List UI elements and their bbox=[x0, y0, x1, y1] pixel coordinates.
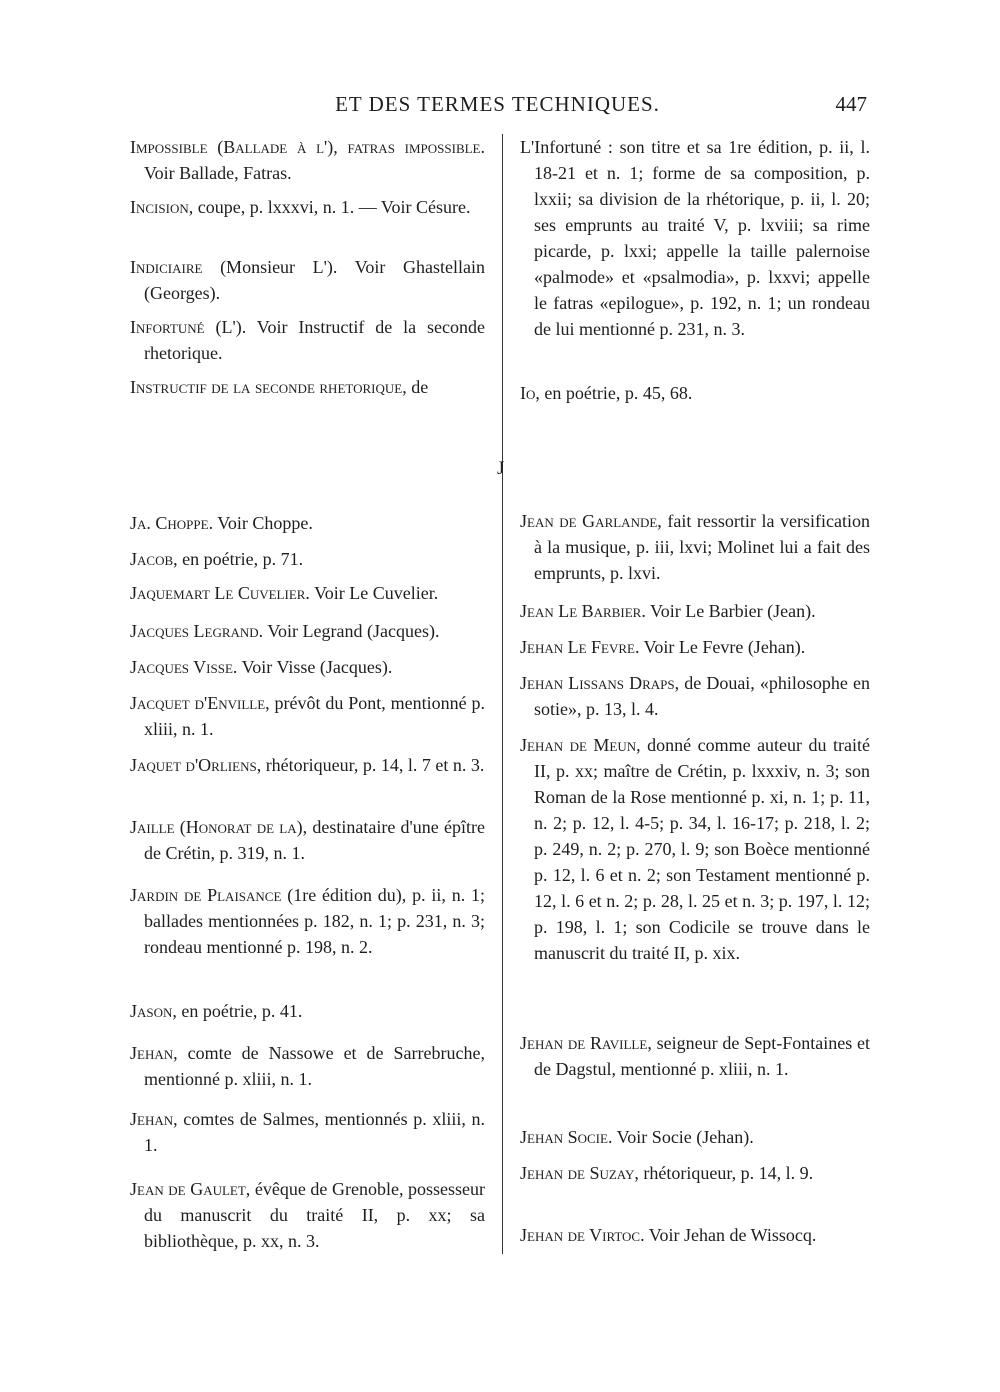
entry-text: , en poétrie, p. 41. bbox=[172, 1001, 303, 1021]
running-title: ET DES TERMES TECHNIQUES. bbox=[335, 92, 660, 116]
column-divider bbox=[502, 134, 503, 1254]
entry-headword: Infortuné bbox=[130, 317, 205, 337]
entry-text: (Monsieur L'). Voir Ghastellain (Georges). bbox=[144, 257, 485, 303]
index-entry bbox=[130, 998, 485, 1024]
entry-headword: Indiciaire bbox=[130, 257, 203, 277]
entry-text: Voir Jehan de Wissocq. bbox=[644, 1225, 817, 1245]
index-entry bbox=[130, 1040, 485, 1092]
entry-headword: Jean de Garlande bbox=[520, 511, 658, 531]
index-entry bbox=[520, 380, 870, 406]
entry-headword: Jacques Legrand. bbox=[130, 621, 264, 641]
section-letter: J bbox=[497, 458, 505, 479]
entry-headword: Impossible (Ballade à l'), fatras impossible. bbox=[130, 137, 485, 157]
index-entry bbox=[130, 654, 485, 680]
index-entry bbox=[520, 670, 870, 722]
entry-text: (L'). Voir Instructif de la seconde rhetorique. bbox=[144, 317, 485, 363]
index-entry bbox=[130, 814, 485, 866]
entry-text: , comte de Nassowe et de Sarrebruche, mentionné p. xliii, n. 1. bbox=[144, 1043, 485, 1089]
index-entry bbox=[130, 752, 485, 778]
entry-text: , rhétoriqueur, p. 14, l. 7 et n. 3. bbox=[256, 755, 485, 775]
entry-headword: Jaquet d'Orliens bbox=[130, 755, 257, 775]
index-entry bbox=[130, 882, 485, 960]
entry-text: Voir Socie (Jehan). bbox=[612, 1127, 754, 1147]
entry-headword: Jehan de Meun bbox=[520, 735, 637, 755]
entry-headword: Incision bbox=[130, 197, 189, 217]
page-header bbox=[130, 88, 865, 122]
entry-headword: Jehan bbox=[130, 1043, 174, 1063]
index-entry bbox=[520, 732, 870, 966]
entry-text: Voir Le Cuvelier. bbox=[309, 583, 439, 603]
entry-text: Voir Le Fevre (Jehan). bbox=[639, 637, 806, 657]
index-entry bbox=[130, 580, 485, 606]
index-entry bbox=[130, 546, 485, 572]
entry-text: (1re édition du), p. ii, n. 1; ballades mentionnées p. 182, n. 1; p. 231, n. 3; rondeau mentionné p. 198, n. 2. bbox=[144, 885, 485, 957]
entry-text: , seigneur de Sept-Fontaines et de Dagstul, mentionné p. xliii, n. 1. bbox=[534, 1033, 870, 1079]
entry-text: , en poétrie, p. 45, 68. bbox=[535, 383, 693, 403]
entry-text: , fait ressortir la versification à la musique, p. iii, lxvi; Molinet lui a fait des emprunts, p. lxvi. bbox=[534, 511, 870, 583]
entry-text: , donné comme auteur du traité II, p. xx; maître de Crétin, p. lxxxiv, n. 3; son Roman de la Rose mentionné p. xi, n. 1; p. 11, n. 2; p. 12, l. 4-5; p. 34, l. 16-17; p. 218, l. 2; p. 249, n. 2; p. 270, l. 9; son Boèce mentionné p. 12, l. 6 et n. 2; son Testament mentionné p. 12, l. 6 et n. 2; p. 28, l. 25 et n. 3; p. 197, l. 12; p. 198, l. 1; son Codicile se trouve dans le manuscrit du traité II, p. xix. bbox=[534, 735, 870, 963]
index-entry bbox=[520, 598, 870, 624]
entry-headword: Jehan bbox=[130, 1109, 174, 1129]
entry-headword: Jardin de Plaisance bbox=[130, 885, 282, 905]
index-entry bbox=[520, 1030, 870, 1082]
entry-text: , en poétrie, p. 71. bbox=[173, 549, 304, 569]
entry-text: , prévôt du Pont, mentionné p. xliii, n. 1. bbox=[144, 693, 485, 739]
entry-headword: Jaquemart Le Cuvelier. bbox=[130, 583, 310, 603]
entry-text: , coupe, p. lxxxvi, n. 1. — Voir Césure. bbox=[188, 197, 471, 217]
entry-text: Voir Ballade, Fatras. bbox=[144, 163, 292, 183]
index-entry bbox=[130, 1176, 485, 1254]
entry-headword: Jacques Visse. bbox=[130, 657, 238, 677]
index-entry bbox=[520, 1222, 870, 1248]
entry-text: Voir Legrand (Jacques). bbox=[263, 621, 440, 641]
entry-text: , comtes de Salmes, mentionnés p. xliii, n. 1. bbox=[144, 1109, 485, 1155]
entry-headword: Io bbox=[520, 383, 536, 403]
index-entry bbox=[130, 314, 485, 366]
entry-text: Voir Choppe. bbox=[213, 513, 313, 533]
entry-headword: Jehan de Virtoc. bbox=[520, 1225, 645, 1245]
entry-text: L'Infortuné : son titre et sa 1re édition, p. ii, l. 18-21 et n. 1; forme de sa composition, p. lxxii; sa division de la rhétorique, p. ii, l. 20; ses emprunts au traité V, p. lxviii; sa rime picarde, p. lxxi; appelle la taille palernoise «palmode» et «psalmodia», p. lxxvi; appelle le fatras «epilogue», p. 192, n. 1; un rondeau de lui mentionné p. 231, n. 3. bbox=[520, 137, 870, 339]
entry-headword: Instructif de la seconde rhetorique bbox=[130, 377, 403, 397]
index-entry bbox=[520, 1124, 870, 1150]
entry-headword: Jehan Le Fevre. bbox=[520, 637, 640, 657]
entry-text: , rhétoriqueur, p. 14, l. 9. bbox=[634, 1163, 814, 1183]
entry-headword: Jacob bbox=[130, 549, 174, 569]
entry-headword: Jacquet d'Enville bbox=[130, 693, 266, 713]
entry-headword: Jehan de Raville bbox=[520, 1033, 648, 1053]
index-entry bbox=[520, 1160, 870, 1186]
index-entry bbox=[520, 508, 870, 586]
index-entry bbox=[130, 1106, 485, 1158]
entry-headword: Jehan Socie. bbox=[520, 1127, 613, 1147]
page-number: 447 bbox=[835, 92, 867, 116]
index-entry bbox=[130, 374, 485, 400]
entry-headword: Jehan de Suzay bbox=[520, 1163, 635, 1183]
entry-text: , évêque de Grenoble, possesseur du manuscrit du traité II, p. xx; sa bibliothèque, p. xx, n. 3. bbox=[144, 1179, 485, 1251]
index-entry bbox=[130, 134, 485, 186]
index-entry-continuation bbox=[520, 134, 870, 342]
entry-text: , de bbox=[402, 377, 429, 397]
entry-text: , de Douai, «philosophe en sotie», p. 13, l. 4. bbox=[534, 673, 870, 719]
entry-headword: Jaille (Honorat de la) bbox=[130, 817, 303, 837]
entry-text: , destinataire d'une épître de Crétin, p. 319, n. 1. bbox=[144, 817, 485, 863]
index-entry bbox=[130, 510, 485, 536]
entry-headword: Jean de Gaulet bbox=[130, 1179, 246, 1199]
entry-text: Voir Visse (Jacques). bbox=[237, 657, 393, 677]
entry-headword: Ja. Choppe. bbox=[130, 513, 214, 533]
entry-headword: Jason bbox=[130, 1001, 173, 1021]
index-entry bbox=[130, 690, 485, 742]
entry-text: Voir Le Barbier (Jean). bbox=[645, 601, 816, 621]
index-entry bbox=[130, 254, 485, 306]
entry-headword: Jehan Lissans Draps bbox=[520, 673, 675, 693]
index-entry bbox=[130, 618, 485, 644]
entry-headword: Jean Le Barbier. bbox=[520, 601, 646, 621]
index-entry bbox=[520, 634, 870, 660]
index-entry bbox=[130, 194, 485, 220]
